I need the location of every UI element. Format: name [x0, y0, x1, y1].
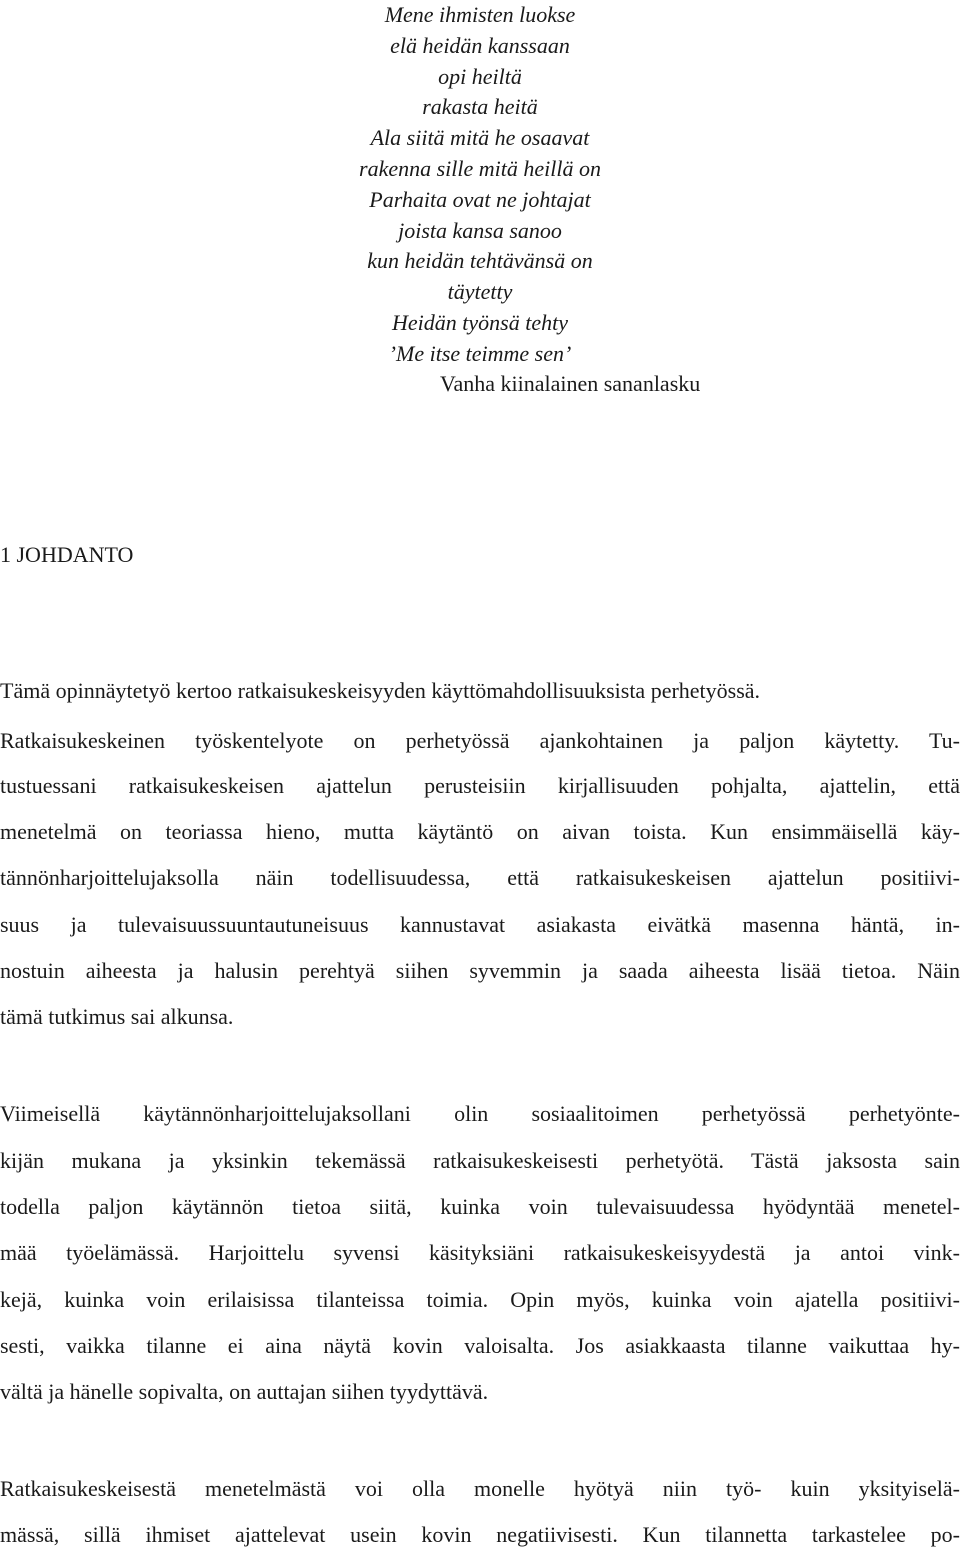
epigraph-line: Parhaita ovat ne johtajat: [369, 186, 591, 212]
epigraph-line: täytetty: [447, 279, 513, 305]
epigraph-line: Mene ihmisten luokse: [384, 2, 576, 27]
paragraph-line: todella paljon käytännön tietoa siitä, kuinka voin tulevaisuudessa hyödyntää menetel-: [0, 1194, 960, 1219]
epigraph-line: opi heiltä: [438, 63, 522, 89]
epigraph-poem: [300, 0, 660, 370]
epigraph-line: rakasta heitä: [422, 94, 538, 120]
paragraph-line: kijän mukana ja yksinkin tekemässä ratkaisukeskeisesti perhetyötä. Tästä jaksosta sain: [0, 1148, 960, 1173]
paragraph-line: Ratkaisukeskeisestä menetelmästä voi olla monelle hyötyä niin työ- kuin yksityiselä-: [0, 1476, 960, 1501]
epigraph-attribution: Vanha kiinalainen sananlasku: [440, 371, 701, 396]
paragraph-line: kejä, kuinka voin erilaisissa tilanteissa toimia. Opin myös, kuinka voin ajatella positiivi-: [0, 1287, 960, 1312]
epigraph-line: joista kansa sanoo: [398, 217, 562, 243]
paragraph-line: nostuin aiheesta ja halusin perehtyä siihen syvemmin ja saada aiheesta lisää tietoa. Näin: [0, 958, 960, 983]
epigraph-line: ’Me itse teimme sen’: [388, 340, 572, 366]
paragraph-line: Viimeisellä käytännönharjoittelujaksollani olin sosiaalitoimen perhetyössä perhetyönte-: [0, 1101, 960, 1126]
paragraph-line: Tämä opinnäytetyö kertoo ratkaisukeskeisyyden käyttömahdollisuuksista perhetyössä.: [0, 678, 761, 703]
epigraph-line: elä heidän kanssaan: [390, 32, 570, 58]
paragraph-line: tustuessani ratkaisukeskeisen ajattelun perusteisiin kirjallisuuden pohjalta, ajattelin, että: [0, 773, 960, 798]
epigraph-line: rakenna sille mitä heillä on: [359, 155, 601, 181]
paragraph-line: vältä ja hänelle sopivalta, on auttajan siihen tyydyttävä.: [0, 1379, 489, 1404]
paragraph-line: tämä tutkimus sai alkunsa.: [0, 1004, 234, 1029]
paragraph-line: mässä, sillä ihmiset ajattelevat usein kovin negatiivisesti. Kun tilannetta tarkastelee po-: [0, 1522, 960, 1547]
paragraph-line: tännönharjoittelujaksolla näin todellisuudessa, että ratkaisukeskeisen ajattelun positiivi-: [0, 865, 960, 890]
paragraph-line: mää työelämässä. Harjoittelu syvensi käsityksiäni ratkaisukeskeisyydestä ja antoi vink-: [0, 1240, 960, 1265]
paragraph-line: suus ja tulevaisuussuuntautuneisuus kannustavat asiakasta eivätkä masenna häntä, in-: [0, 912, 960, 937]
paragraph-line: menetelmä on teoriassa hieno, mutta käytäntö on aivan toista. Kun ensimmäisellä käy-: [0, 819, 960, 844]
epigraph-line: Heidän työnsä tehty: [392, 309, 568, 335]
epigraph-line: kun heidän tehtävänsä on: [367, 248, 593, 274]
paragraph-line: Ratkaisukeskeinen työskentelyote on perhetyössä ajankohtainen ja paljon käytetty. Tu-: [0, 728, 960, 753]
paragraph-line: sesti, vaikka tilanne ei aina näytä kovin valoisalta. Jos asiakkaasta tilanne vaikuttaa hy-: [0, 1333, 960, 1358]
epigraph-line: Ala siitä mitä he osaavat: [370, 125, 590, 151]
section-heading: 1 JOHDANTO: [0, 542, 134, 567]
